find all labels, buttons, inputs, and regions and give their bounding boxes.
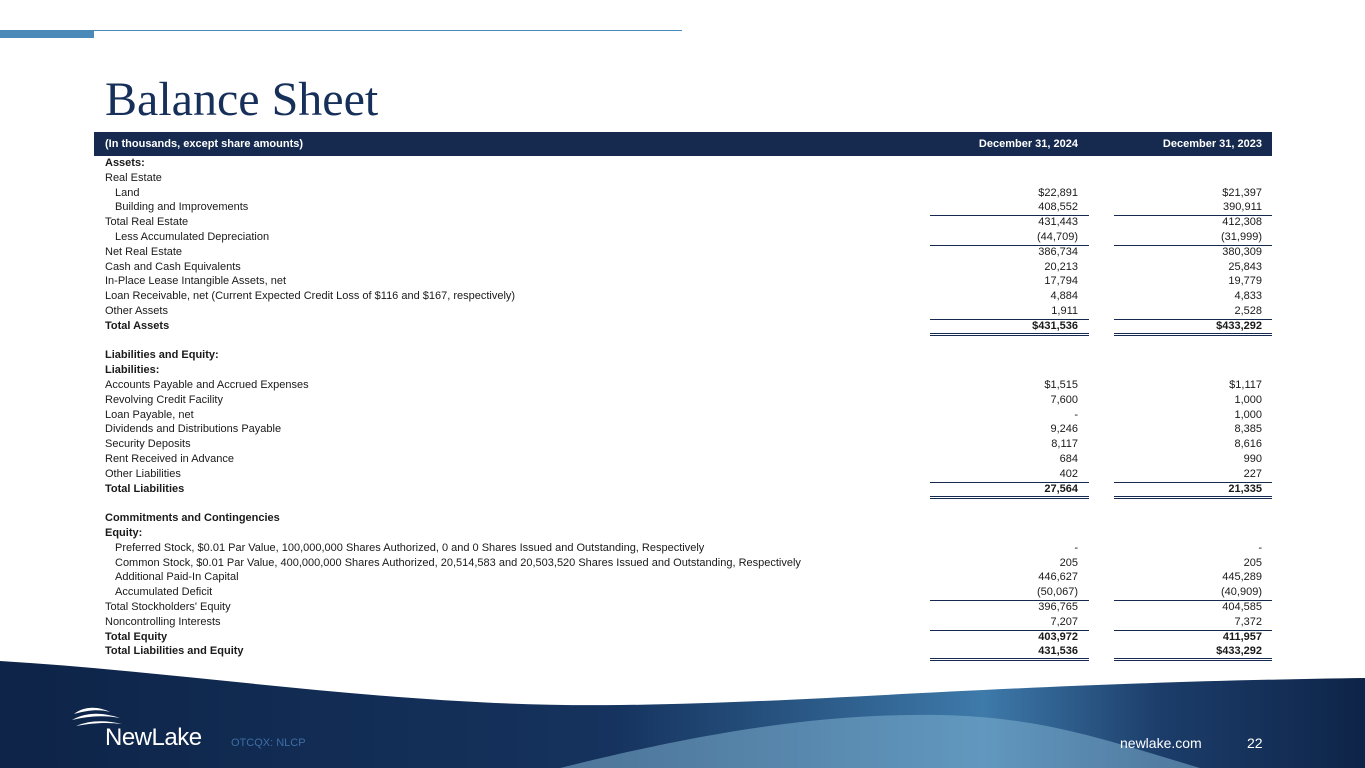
value-2023: $433,292 bbox=[1216, 319, 1262, 332]
value-2023: 445,289 bbox=[1222, 571, 1262, 584]
table-row bbox=[94, 556, 1272, 571]
row-label: Land bbox=[115, 186, 140, 199]
row-label: Total Assets bbox=[105, 319, 170, 332]
row-label: Commitments and Contingencies bbox=[105, 512, 280, 525]
value-2024: 446,627 bbox=[1038, 571, 1078, 584]
value-2024: 431,536 bbox=[1038, 645, 1078, 658]
header-units-label: (In thousands, except share amounts) bbox=[105, 138, 304, 150]
row-label: Revolving Credit Facility bbox=[105, 393, 223, 406]
value-2024: - bbox=[1074, 408, 1078, 421]
header-col-2023: December 31, 2023 bbox=[1162, 138, 1262, 150]
ticker-symbol: OTCQX: NLCP bbox=[231, 737, 306, 749]
subtotal-rule bbox=[1114, 630, 1272, 631]
row-label: Common Stock, $0.01 Par Value, 400,000,000 Shares Authorized, 20,514,583 and 20,503,520 Shares Issued and Outstanding, Respectively bbox=[115, 556, 801, 569]
value-2024: 8,117 bbox=[1051, 438, 1078, 451]
row-label: Additional Paid-In Capital bbox=[115, 571, 239, 584]
subtotal-rule bbox=[1114, 215, 1272, 216]
subtotal-rule bbox=[930, 630, 1089, 631]
value-2023: 19,779 bbox=[1228, 275, 1262, 288]
value-2023: - bbox=[1258, 541, 1262, 554]
table-row bbox=[94, 171, 1272, 186]
table-row bbox=[94, 289, 1272, 304]
value-2024: 408,552 bbox=[1038, 201, 1078, 214]
row-label: Rent Received in Advance bbox=[105, 452, 235, 465]
value-2024: 7,600 bbox=[1050, 393, 1078, 406]
subtotal-rule bbox=[930, 482, 1089, 483]
value-2023: 8,616 bbox=[1234, 438, 1262, 451]
row-label: Real Estate bbox=[105, 171, 162, 184]
row-label: Net Real Estate bbox=[105, 245, 183, 258]
value-2024: 27,564 bbox=[1044, 482, 1078, 495]
value-2024: $1,515 bbox=[1044, 378, 1078, 391]
value-2024: 17,794 bbox=[1044, 275, 1078, 288]
value-2024: (50,067) bbox=[1037, 586, 1078, 599]
value-2023: (31,999) bbox=[1221, 230, 1262, 243]
row-label: Equity: bbox=[105, 526, 143, 539]
row-label: Assets: bbox=[105, 157, 145, 169]
row-label: Accumulated Deficit bbox=[115, 586, 213, 599]
row-label: Building and Improvements bbox=[115, 201, 249, 214]
value-2024: 403,972 bbox=[1038, 630, 1078, 643]
table-row bbox=[94, 467, 1272, 482]
table-row bbox=[94, 496, 1272, 511]
value-2024: 402 bbox=[1059, 467, 1078, 480]
value-2024: 386,734 bbox=[1038, 245, 1078, 258]
value-2024: (44,709) bbox=[1037, 230, 1078, 243]
row-label: Total Liabilities bbox=[105, 482, 185, 495]
table-row bbox=[94, 156, 1272, 171]
row-label: Other Assets bbox=[105, 304, 168, 317]
table-row bbox=[94, 422, 1272, 437]
value-2023: 411,957 bbox=[1222, 630, 1262, 643]
value-2024: 4,884 bbox=[1050, 290, 1078, 303]
table-row bbox=[94, 319, 1272, 334]
row-label: Loan Receivable, net (Current Expected Credit Loss of $116 and $167, respectively) bbox=[105, 290, 516, 303]
table-row bbox=[94, 348, 1272, 363]
page-title: Balance Sheet bbox=[105, 73, 379, 126]
table-body bbox=[94, 156, 1272, 659]
row-label: Total Equity bbox=[105, 630, 168, 643]
value-2023: 205 bbox=[1243, 556, 1262, 569]
accent-line bbox=[94, 30, 682, 31]
row-label: Security Deposits bbox=[105, 438, 191, 451]
table-row bbox=[94, 186, 1272, 201]
value-2024: 7,207 bbox=[1050, 615, 1078, 628]
table-row bbox=[94, 482, 1272, 497]
table-row bbox=[94, 274, 1272, 289]
subtotal-rule bbox=[1114, 245, 1272, 246]
value-2024: $431,536 bbox=[1032, 319, 1078, 332]
value-2023: 390,911 bbox=[1223, 201, 1262, 214]
value-2024: 396,765 bbox=[1038, 600, 1078, 613]
table-row bbox=[94, 437, 1272, 452]
value-2024: 205 bbox=[1059, 556, 1078, 569]
subtotal-rule bbox=[1114, 600, 1272, 601]
value-2024: 684 bbox=[1059, 452, 1078, 465]
table-row bbox=[94, 378, 1272, 393]
row-label: Less Accumulated Depreciation bbox=[115, 230, 270, 243]
table-row bbox=[94, 526, 1272, 541]
logo-wordmark: NewLake bbox=[105, 724, 202, 751]
subtotal-rule bbox=[930, 215, 1089, 216]
table-row bbox=[94, 245, 1272, 260]
table-row bbox=[94, 511, 1272, 526]
subtotal-rule bbox=[1114, 319, 1272, 320]
header-col-2024: December 31, 2024 bbox=[978, 138, 1078, 150]
value-2024: - bbox=[1074, 541, 1078, 554]
table-row bbox=[94, 334, 1272, 349]
value-2024: 9,246 bbox=[1050, 423, 1078, 436]
row-label: Loan Payable, net bbox=[105, 408, 194, 421]
value-2023: 21,335 bbox=[1228, 482, 1262, 495]
subtotal-rule bbox=[930, 600, 1089, 601]
table-row bbox=[94, 393, 1272, 408]
table-row bbox=[94, 215, 1272, 230]
table-row bbox=[94, 570, 1272, 585]
value-2023: $1,117 bbox=[1229, 378, 1262, 391]
row-label: Accounts Payable and Accrued Expenses bbox=[105, 378, 309, 391]
row-label: Other Liabilities bbox=[105, 467, 181, 480]
value-2023: $433,292 bbox=[1216, 645, 1262, 658]
value-2023: 1,000 bbox=[1234, 408, 1262, 421]
row-label: Cash and Cash Equivalents bbox=[105, 260, 241, 273]
page-number: 22 bbox=[1247, 735, 1263, 751]
value-2024: 20,213 bbox=[1044, 260, 1078, 273]
row-label: In-Place Lease Intangible Assets, net bbox=[105, 275, 287, 288]
value-2023: 7,372 bbox=[1234, 615, 1262, 628]
value-2024: 431,443 bbox=[1038, 216, 1078, 229]
row-label: Noncontrolling Interests bbox=[105, 615, 221, 628]
value-2023: 990 bbox=[1243, 452, 1262, 465]
table-row bbox=[94, 304, 1272, 319]
table-row bbox=[94, 408, 1272, 423]
value-2023: 25,843 bbox=[1228, 260, 1262, 273]
row-label: Preferred Stock, $0.01 Par Value, 100,000,000 Shares Authorized, 0 and 0 Shares Issued and Outstanding, Respectively bbox=[115, 541, 705, 554]
value-2023: 1,000 bbox=[1234, 393, 1262, 406]
value-2023: 412,308 bbox=[1222, 216, 1262, 229]
balance-sheet-table bbox=[94, 132, 1272, 659]
value-2023: 404,585 bbox=[1222, 600, 1262, 613]
value-2024: 1,911 bbox=[1051, 304, 1078, 317]
table-row bbox=[94, 630, 1272, 645]
value-2023: 380,309 bbox=[1222, 245, 1262, 258]
table-row bbox=[94, 200, 1272, 215]
table-row bbox=[94, 600, 1272, 615]
table-row bbox=[94, 615, 1272, 630]
row-label: Liabilities and Equity: bbox=[105, 349, 219, 362]
table-row bbox=[94, 585, 1272, 600]
value-2023: 4,833 bbox=[1234, 290, 1262, 303]
value-2023: (40,909) bbox=[1221, 586, 1262, 599]
row-label: Liabilities: bbox=[105, 364, 160, 377]
row-label: Total Liabilities and Equity bbox=[105, 645, 244, 658]
table-row bbox=[94, 363, 1272, 378]
subtotal-rule bbox=[930, 319, 1089, 320]
table-row bbox=[94, 452, 1272, 467]
value-2023: $21,397 bbox=[1222, 186, 1262, 199]
table-row bbox=[94, 541, 1272, 556]
accent-bar bbox=[0, 30, 94, 38]
value-2023: 8,385 bbox=[1234, 423, 1262, 436]
table-header bbox=[94, 132, 1272, 156]
row-label: Total Real Estate bbox=[105, 216, 189, 229]
subtotal-rule bbox=[1114, 482, 1272, 483]
value-2024: $22,891 bbox=[1038, 186, 1078, 199]
value-2023: 227 bbox=[1243, 467, 1262, 480]
table-row bbox=[94, 260, 1272, 275]
website-link[interactable]: newlake.com bbox=[1120, 735, 1202, 751]
table-row bbox=[94, 230, 1272, 245]
row-label: Dividends and Distributions Payable bbox=[105, 423, 282, 436]
row-label: Total Stockholders' Equity bbox=[105, 600, 231, 613]
value-2023: 2,528 bbox=[1234, 304, 1262, 317]
subtotal-rule bbox=[930, 245, 1089, 246]
